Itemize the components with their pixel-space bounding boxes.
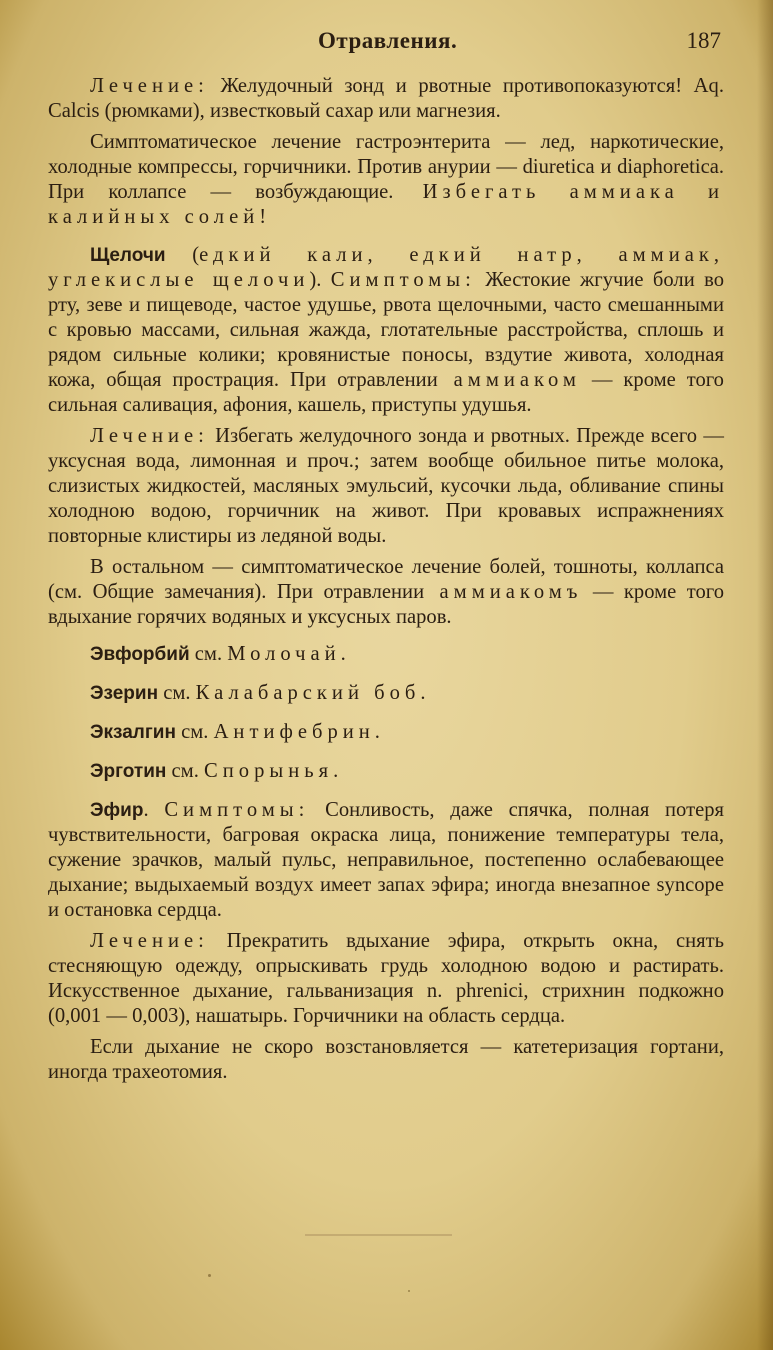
spaced-text: аммиакомъ xyxy=(424,581,583,603)
entry-heading: Экзалгин xyxy=(90,722,176,743)
paragraph-text: Симптоматическое лечение гастроэнтерита — лед, наркотические, холодные компрессы, горчичники. Против анурии — diuretica и diaphoretica. При коллапсе — возбуждающие. xyxy=(48,131,724,203)
page-body xyxy=(48,74,724,1091)
page-edge-shadow xyxy=(757,0,773,1350)
see-text: см. xyxy=(175,721,214,743)
paragraph-text: — кроме того вдыхание горячих водяных и уксусных паров. xyxy=(48,581,724,628)
xref-target: Антифебрин. xyxy=(213,721,385,743)
entry-heading: Щелочи xyxy=(90,245,166,266)
entry-heading: Эфир xyxy=(90,800,144,821)
see-text: см. xyxy=(189,643,228,665)
paragraph-remainder xyxy=(48,555,724,630)
entry-alkali xyxy=(48,243,724,418)
paragraph-text: Избегать желудочного зонда и рвотных. Прежде всего — уксусная вода, лимонная и проч.; затем вообще обильное питье молока, слизистых жидкостей, масляных эмульсий, кусочки льда, обливание спины холодною водою, горчичник на живот. При кровавых испражнениях повторные клистиры из ледяной воды. xyxy=(48,425,724,547)
paragraph-text: Прекратить вдыхание эфира, открыть окна, снять стесняющую одежду, опрыскивать грудь холодною водою и растирать. Искусственное дыхание, гальванизация n. phrenici, стрихнин подкожно (0,001 — 0,003), нашатырь. Горчичники на область сердца. xyxy=(48,930,724,1027)
decorative-rule xyxy=(305,1234,452,1236)
paragraph-text: Сонливость, даже спячка, полная потеря чувствительности, багровая окраска лица, понижение температуры тела, сужение зрачков, малый пульс, неправильное, постепенно ослабевающее дыхание; выдыхаемый воздух имеет запах эфира; иногда внезапное syncope и остановка сердца. xyxy=(48,799,724,921)
paragraph-text: Жестокие жгучие боли во рту, зеве и пищеводе, частое удушье, рвота щелочными, часто смешанными с кровью массами, сильная жажда, глотательные расстройства, сплошь и рядом сильные колики; кровянистые поносы, вздутие живота, холодная кожа, общая прострация. При отравлении xyxy=(48,269,724,391)
page-header xyxy=(0,22,773,62)
paragraph-treatment-2 xyxy=(48,424,724,549)
xref-target: Калабарский боб. xyxy=(195,682,431,704)
paragraph-text: ). xyxy=(309,269,331,291)
entry-heading: Эзерин xyxy=(90,683,159,704)
xref-euphorbium xyxy=(48,642,724,667)
spaced-text: едкий кали, едкий натр, аммиак, углекислые щелочи xyxy=(48,244,725,291)
symptoms-label: Симптомы: xyxy=(164,799,310,821)
xref-exalgin xyxy=(48,720,724,745)
xref-target: Молочай. xyxy=(227,643,351,665)
paragraph-text: Если дыхание не скоро возстановляется — катетеризация гортани, иногда трахеотомия. xyxy=(48,1036,724,1083)
treatment-label: Лечение: xyxy=(90,75,209,97)
paragraph-final xyxy=(48,1035,724,1085)
page-number: 187 xyxy=(686,28,721,53)
see-text: см. xyxy=(158,682,196,704)
paper-speck xyxy=(408,1290,410,1292)
entry-ether xyxy=(48,798,724,923)
xref-target: Спорынья. xyxy=(204,760,344,782)
spaced-text: Избегать аммиака и калийных солей! xyxy=(48,181,725,228)
running-title: Отравления. xyxy=(318,28,458,53)
paragraph-text: — кроме того сильная саливация, афония, кашель, приступы удушья. xyxy=(48,369,724,416)
paragraph-text: . xyxy=(143,799,165,821)
spaced-text: аммиаком xyxy=(437,369,581,391)
paragraph-treatment-1 xyxy=(48,74,724,124)
treatment-label: Лечение: xyxy=(90,930,209,952)
see-text: см. xyxy=(166,760,205,782)
paragraph-symptomatic xyxy=(48,130,724,230)
entry-heading: Эвфорбий xyxy=(90,644,190,665)
entry-heading: Эрготин xyxy=(90,761,167,782)
xref-eserine xyxy=(48,681,724,706)
symptoms-label: Симптомы: xyxy=(330,269,476,291)
xref-ergotin xyxy=(48,759,724,784)
treatment-label: Лечение: xyxy=(90,425,209,447)
paragraph-text: В остальном — симптоматическое лечение болей, тошноты, коллапса (см. Общие замечания). При отравлении xyxy=(48,556,724,603)
paragraph-text: Желудочный зонд и рвотные противопоказуются! Aq. Calcis (рюмками), известковый сахар или магнезия. xyxy=(48,75,724,122)
paragraph-ether-treatment xyxy=(48,929,724,1029)
paragraph-text: ( xyxy=(165,244,200,266)
paper-speck xyxy=(208,1274,211,1277)
